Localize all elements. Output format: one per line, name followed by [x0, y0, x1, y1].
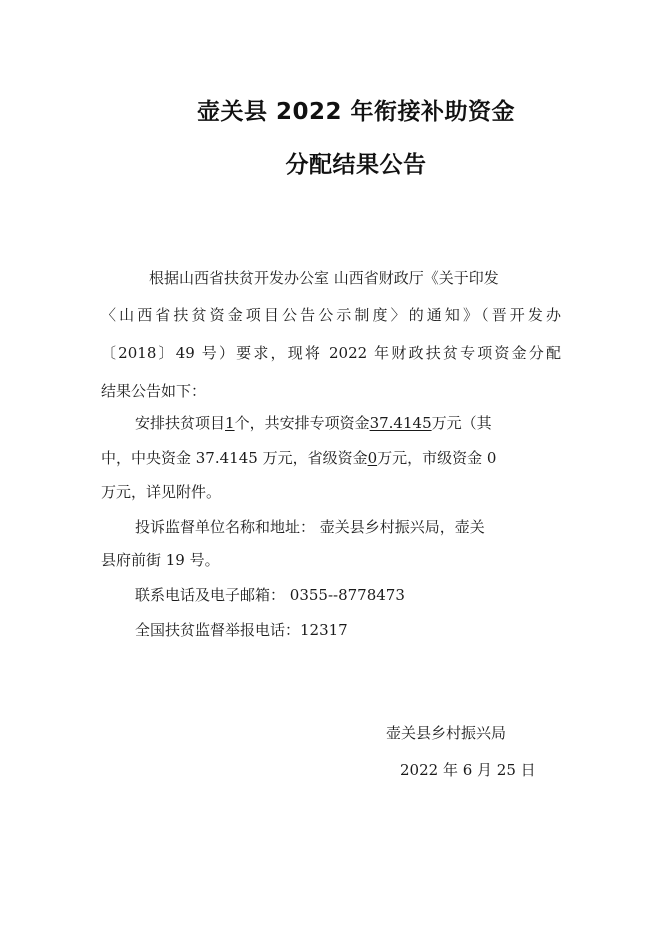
province-fund: 0: [367, 449, 378, 467]
document-title-line2: 分配结果公告: [285, 152, 427, 178]
project-count: 1: [225, 414, 235, 432]
para2-text-b: 个，共安排专项资金: [234, 414, 370, 432]
para2-line2: [101, 448, 496, 468]
para2-text-e: 万元，市级资金 0: [377, 449, 497, 467]
para2-text-c: 万元（其: [431, 414, 492, 432]
document-title-line1: 壶关县 2022 年衔接补助资金: [196, 99, 516, 125]
signature-org: 壶关县乡村振兴局: [386, 724, 507, 742]
para2-line3: 万元，详见附件。: [101, 483, 222, 501]
para1-line2: 〈山西省扶贫资金项目公告公示制度〉的通知》（晋开发办: [101, 306, 561, 324]
para2-text-d: 中，中央资金 37.4145 万元，省级资金: [101, 449, 368, 467]
para3-line1: 投诉监督单位名称和地址： 壶关县乡村振兴局，壶关: [135, 518, 485, 536]
para3-line2: 县府前街 19 号。: [101, 551, 220, 569]
para1-line1: 根据山西省扶贫开发办公室 山西省财政厅《关于印发: [149, 269, 499, 287]
para2-text-a: 安排扶贫项目: [135, 414, 226, 432]
para1-line3: 〔2018〕49 号）要求，现将 2022 年财政扶贫专项资金分配: [101, 344, 561, 362]
contact-line: 联系电话及电子邮箱： 0355--8778473: [135, 586, 405, 604]
hotline-line: 全国扶贫监督举报电话：12317: [135, 621, 348, 639]
para2-line1: [135, 413, 492, 433]
para1-line4: 结果公告如下：: [101, 382, 207, 400]
fund-amount: 37.4145: [369, 414, 432, 432]
signature-date: 2022 年 6 月 25 日: [400, 761, 536, 779]
